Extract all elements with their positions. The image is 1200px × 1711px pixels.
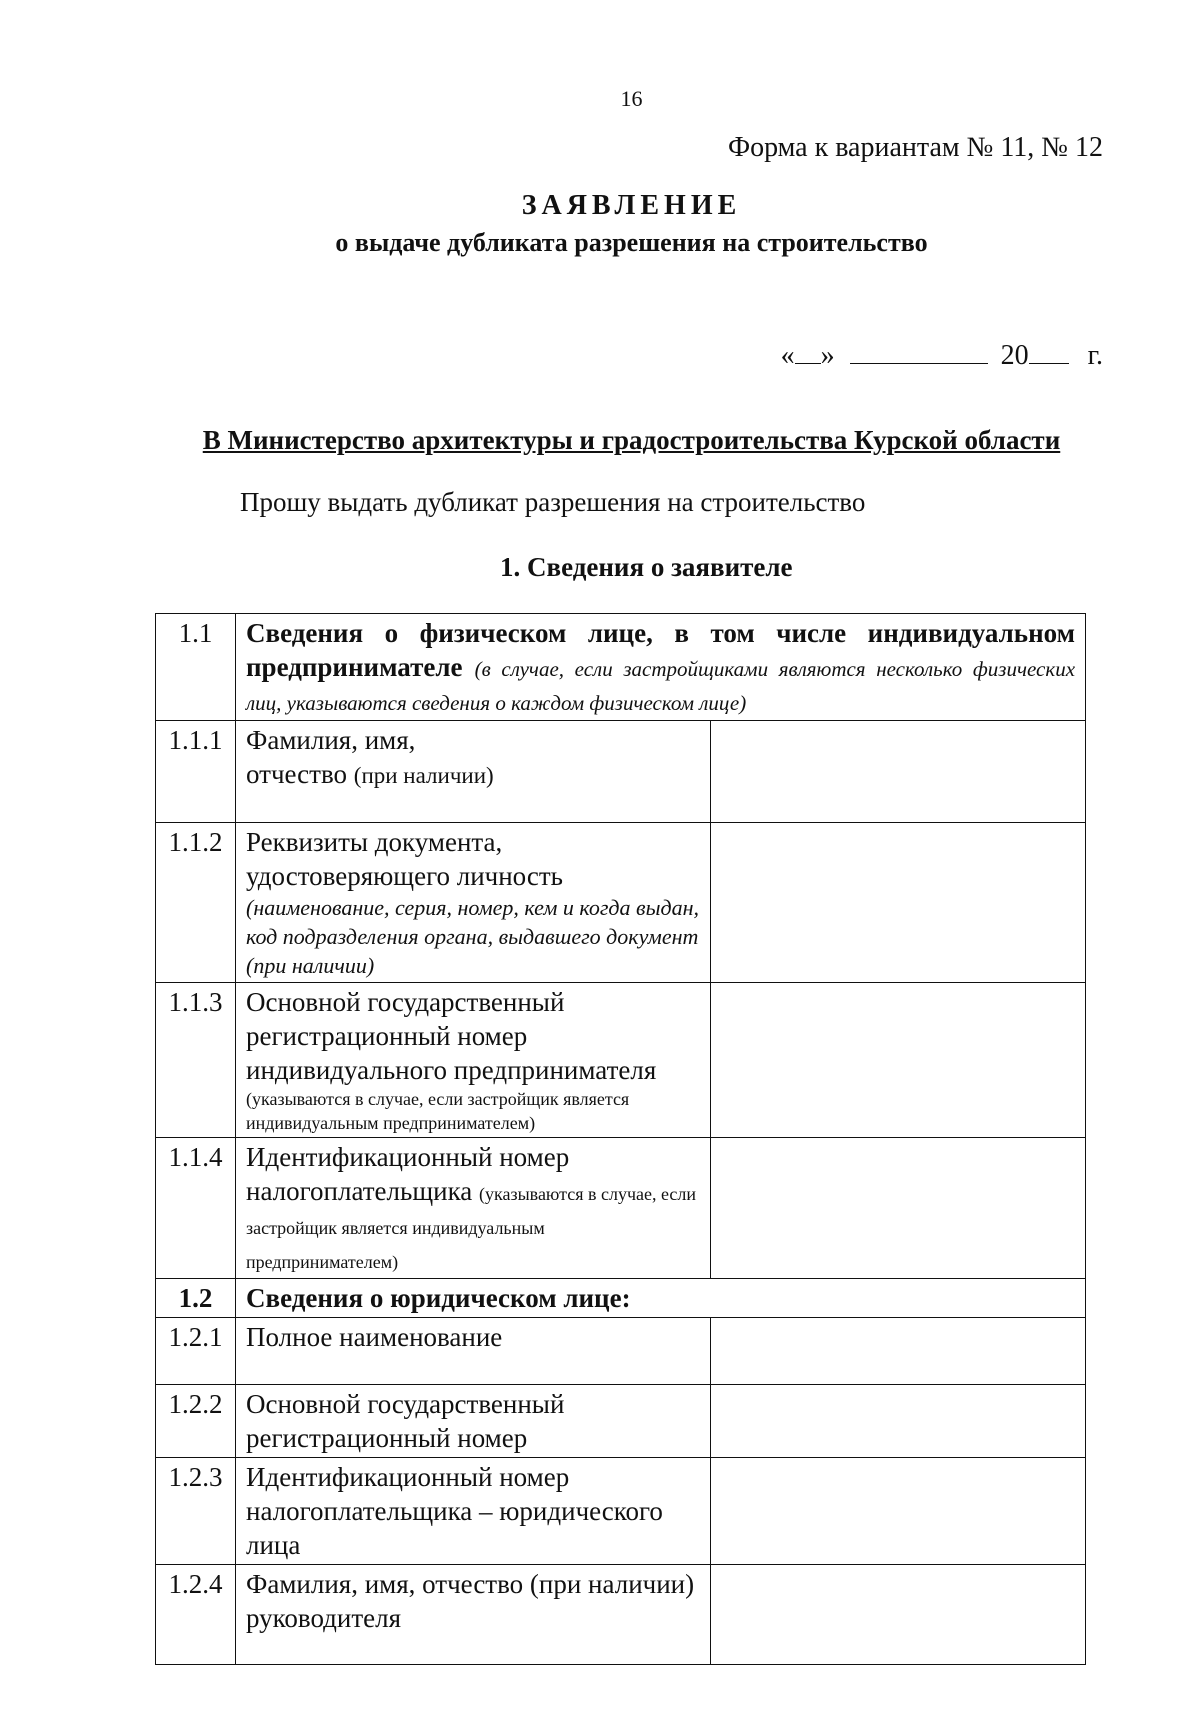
row-label-line bbox=[246, 757, 700, 793]
section-title: Сведения о юридическом лице: bbox=[236, 1279, 1086, 1318]
month-blank[interactable] bbox=[850, 341, 988, 364]
row-number: 1.2.2 bbox=[156, 1385, 236, 1458]
row-label-text: отчество bbox=[246, 759, 348, 789]
date-close-quote: » bbox=[820, 340, 835, 371]
company-name-value-field[interactable] bbox=[711, 1318, 1086, 1385]
row-label bbox=[236, 823, 711, 983]
day-blank[interactable] bbox=[795, 341, 821, 364]
year-blank[interactable] bbox=[1029, 341, 1069, 364]
inn-ip-value-field[interactable] bbox=[711, 1138, 1086, 1279]
row-number: 1.2.1 bbox=[156, 1318, 236, 1385]
applicant-info-table bbox=[155, 613, 1086, 1665]
row-label-note: (указываются в случае, если застройщик является индивидуальным предпринимателем) bbox=[246, 1089, 630, 1133]
ogrn-value-field[interactable] bbox=[711, 1385, 1086, 1458]
row-number: 1.1.1 bbox=[156, 721, 236, 823]
row-label: Фамилия, имя, отчество (при наличии) руководителя bbox=[236, 1565, 711, 1665]
table-row-1-2 bbox=[156, 1279, 1086, 1318]
table-row-1-1-2 bbox=[156, 823, 1086, 983]
section-heading: 1. Сведения о заявителе bbox=[500, 552, 793, 582]
inn-company-value-field[interactable] bbox=[711, 1458, 1086, 1565]
year-prefix: 20 bbox=[1000, 340, 1029, 371]
row-label-text: Основной государственный регистрационный номер индивидуального предпринимателя bbox=[246, 987, 657, 1085]
row-label bbox=[236, 721, 711, 823]
table-row-1-2-4 bbox=[156, 1565, 1086, 1665]
row-label-text: Идентификационный номер налогоплательщика bbox=[246, 1142, 570, 1206]
row-label: Основной государственный регистрационный номер bbox=[236, 1385, 711, 1458]
row-number: 1.2.3 bbox=[156, 1458, 236, 1565]
recipient: В Министерство архитектуры и градостроительства Курской области bbox=[202, 425, 1061, 455]
table-row-1-2-1 bbox=[156, 1318, 1086, 1385]
row-label bbox=[236, 1138, 711, 1279]
row-number: 1.1.4 bbox=[156, 1138, 236, 1279]
row-label: Полное наименование bbox=[236, 1318, 711, 1385]
row-label-note: (при наличии) bbox=[353, 763, 494, 788]
row-label-line: Фамилия, имя, bbox=[246, 725, 416, 755]
year-suffix: г. bbox=[1087, 340, 1103, 371]
row-number: 1.2.4 bbox=[156, 1565, 236, 1665]
full-name-value-field[interactable] bbox=[711, 721, 1086, 823]
row-label bbox=[236, 983, 711, 1138]
identity-document-value-field[interactable] bbox=[711, 823, 1086, 983]
director-name-value-field[interactable] bbox=[711, 1565, 1086, 1665]
table-row-1-1-4 bbox=[156, 1138, 1086, 1279]
date-open-quote: « bbox=[780, 340, 795, 371]
row-number: 1.1.3 bbox=[156, 983, 236, 1138]
section-note: (в случае, если застройщиками являются несколько физических лиц, указываются сведения о каждом физическом лице) bbox=[246, 657, 1076, 715]
row-label: Идентификационный номер налогоплательщика – юридического лица bbox=[236, 1458, 711, 1565]
row-label-text: Реквизиты документа, удостоверяющего личность bbox=[246, 827, 563, 891]
document-title: ЗАЯВЛЕНИЕ bbox=[521, 190, 742, 221]
table-row-1-2-3 bbox=[156, 1458, 1086, 1565]
table-row-1-1 bbox=[156, 614, 1086, 721]
row-number: 1.1 bbox=[156, 614, 236, 721]
row-label-note: (наименование, серия, номер, кем и когда выдан, код подразделения органа, выдавшего документ (при наличии) bbox=[246, 895, 700, 978]
section-title: Сведения о физическом лице, в том числе индивидуальном предпринимателе bbox=[246, 618, 1076, 682]
section-cell bbox=[236, 614, 1086, 721]
table-row-1-2-2 bbox=[156, 1385, 1086, 1458]
row-number: 1.2 bbox=[156, 1279, 236, 1318]
table-row-1-1-3 bbox=[156, 983, 1086, 1138]
page-number: 16 bbox=[620, 86, 643, 111]
document-subtitle: о выдаче дубликата разрешения на строительство bbox=[335, 228, 928, 257]
row-number: 1.1.2 bbox=[156, 823, 236, 983]
request-text: Прошу выдать дубликат разрешения на строительство bbox=[240, 487, 866, 517]
form-reference: Форма к вариантам № 11, № 12 bbox=[727, 132, 1103, 163]
date-line bbox=[781, 340, 1103, 372]
ogrnip-value-field[interactable] bbox=[711, 983, 1086, 1138]
row-label-note: (указываются в случае, если застройщик является индивидуальным предпринимателем) bbox=[246, 1184, 697, 1272]
table-row-1-1-1 bbox=[156, 721, 1086, 823]
